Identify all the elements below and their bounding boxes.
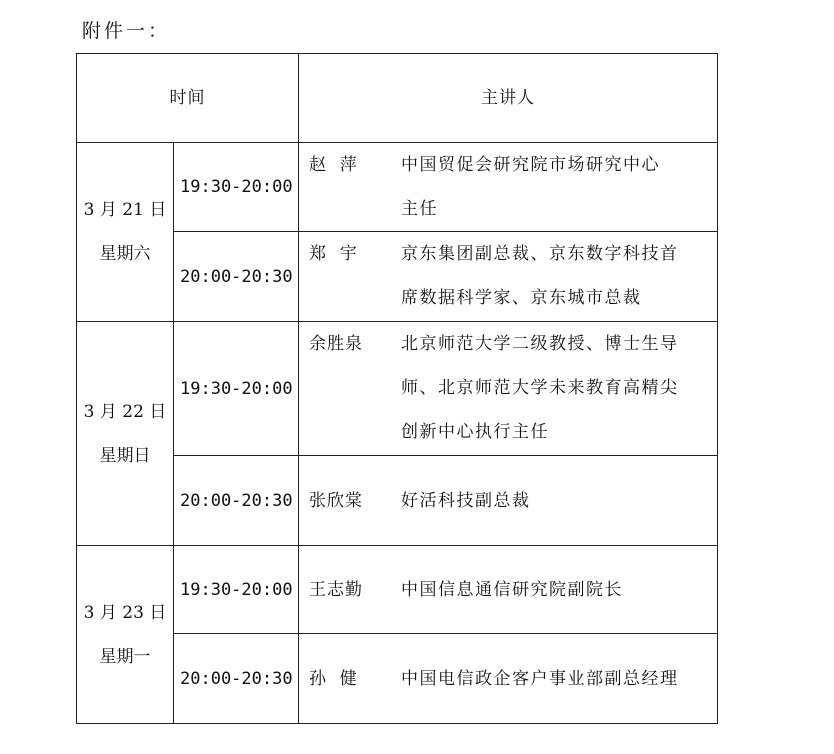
speaker-name: 王志勤 xyxy=(309,579,363,600)
speaker-title-line: 中国电信政企客户事业部副总经理 xyxy=(401,668,679,689)
speaker-title xyxy=(401,657,717,701)
speaker-title xyxy=(401,143,717,231)
attachment-label: 附件一： xyxy=(82,20,171,42)
table-row xyxy=(77,143,718,232)
speaker-name: 张欣棠 xyxy=(309,490,363,511)
time-slot: 20:00-20:30 xyxy=(174,232,299,322)
time-slot: 19:30-20:00 xyxy=(174,546,299,634)
date-cell-day-3 xyxy=(77,546,174,724)
speaker-title-line: 北京师范大学二级教授、博士生导 xyxy=(401,334,679,354)
speaker-title-line: 京东集团副总裁、京东数字科技首 xyxy=(401,244,679,264)
speaker-title xyxy=(401,479,717,523)
speaker-title xyxy=(401,322,717,454)
speaker-name: 孙 健 xyxy=(309,668,358,689)
weekday-text: 星期六 xyxy=(99,244,151,264)
date-cell-day-2 xyxy=(77,322,174,546)
table-row xyxy=(77,634,718,724)
header-time: 时间 xyxy=(77,54,299,143)
date-cell-day-1 xyxy=(77,143,174,322)
speaker-title-line: 中国信息通信研究院副院长 xyxy=(401,579,623,600)
speaker-title-line: 创新中心执行主任 xyxy=(401,422,549,442)
speaker-title-line: 好活科技副总裁 xyxy=(401,490,531,511)
speaker-cell xyxy=(299,546,718,634)
time-slot: 20:00-20:30 xyxy=(174,456,299,546)
speaker-cell xyxy=(299,456,718,546)
table-row xyxy=(77,546,718,634)
date-text: 3 月 22 日 xyxy=(83,401,167,422)
speaker-name: 余胜泉 xyxy=(309,334,363,354)
speaker-title-line: 席数据科学家、京东城市总裁 xyxy=(401,288,642,308)
speaker-title-line: 中国贸促会研究院市场研究中心 xyxy=(401,155,660,175)
speaker-title xyxy=(401,568,717,612)
speaker-cell xyxy=(299,143,718,232)
time-slot: 19:30-20:00 xyxy=(174,143,299,232)
speaker-title-line: 师、北京师范大学未来教育高精尖 xyxy=(401,378,679,398)
date-text: 3 月 21 日 xyxy=(83,200,167,220)
speaker-name: 赵 萍 xyxy=(309,155,358,175)
time-slot: 19:30-20:00 xyxy=(174,322,299,456)
table-row xyxy=(77,232,718,322)
date-text: 3 月 23 日 xyxy=(83,602,167,623)
table-row xyxy=(77,322,718,456)
speaker-cell xyxy=(299,232,718,322)
speaker-title xyxy=(401,232,717,320)
speaker-cell xyxy=(299,322,718,456)
table-row xyxy=(77,456,718,546)
weekday-text: 星期一 xyxy=(99,646,151,667)
table-header-row xyxy=(77,54,718,143)
speaker-name: 郑 宇 xyxy=(309,244,358,264)
header-speaker: 主讲人 xyxy=(299,54,718,143)
speaker-title-line: 主任 xyxy=(401,199,438,219)
weekday-text: 星期日 xyxy=(99,445,151,466)
speaker-schedule-table xyxy=(76,53,718,724)
time-slot: 20:00-20:30 xyxy=(174,634,299,724)
speaker-cell xyxy=(299,634,718,724)
